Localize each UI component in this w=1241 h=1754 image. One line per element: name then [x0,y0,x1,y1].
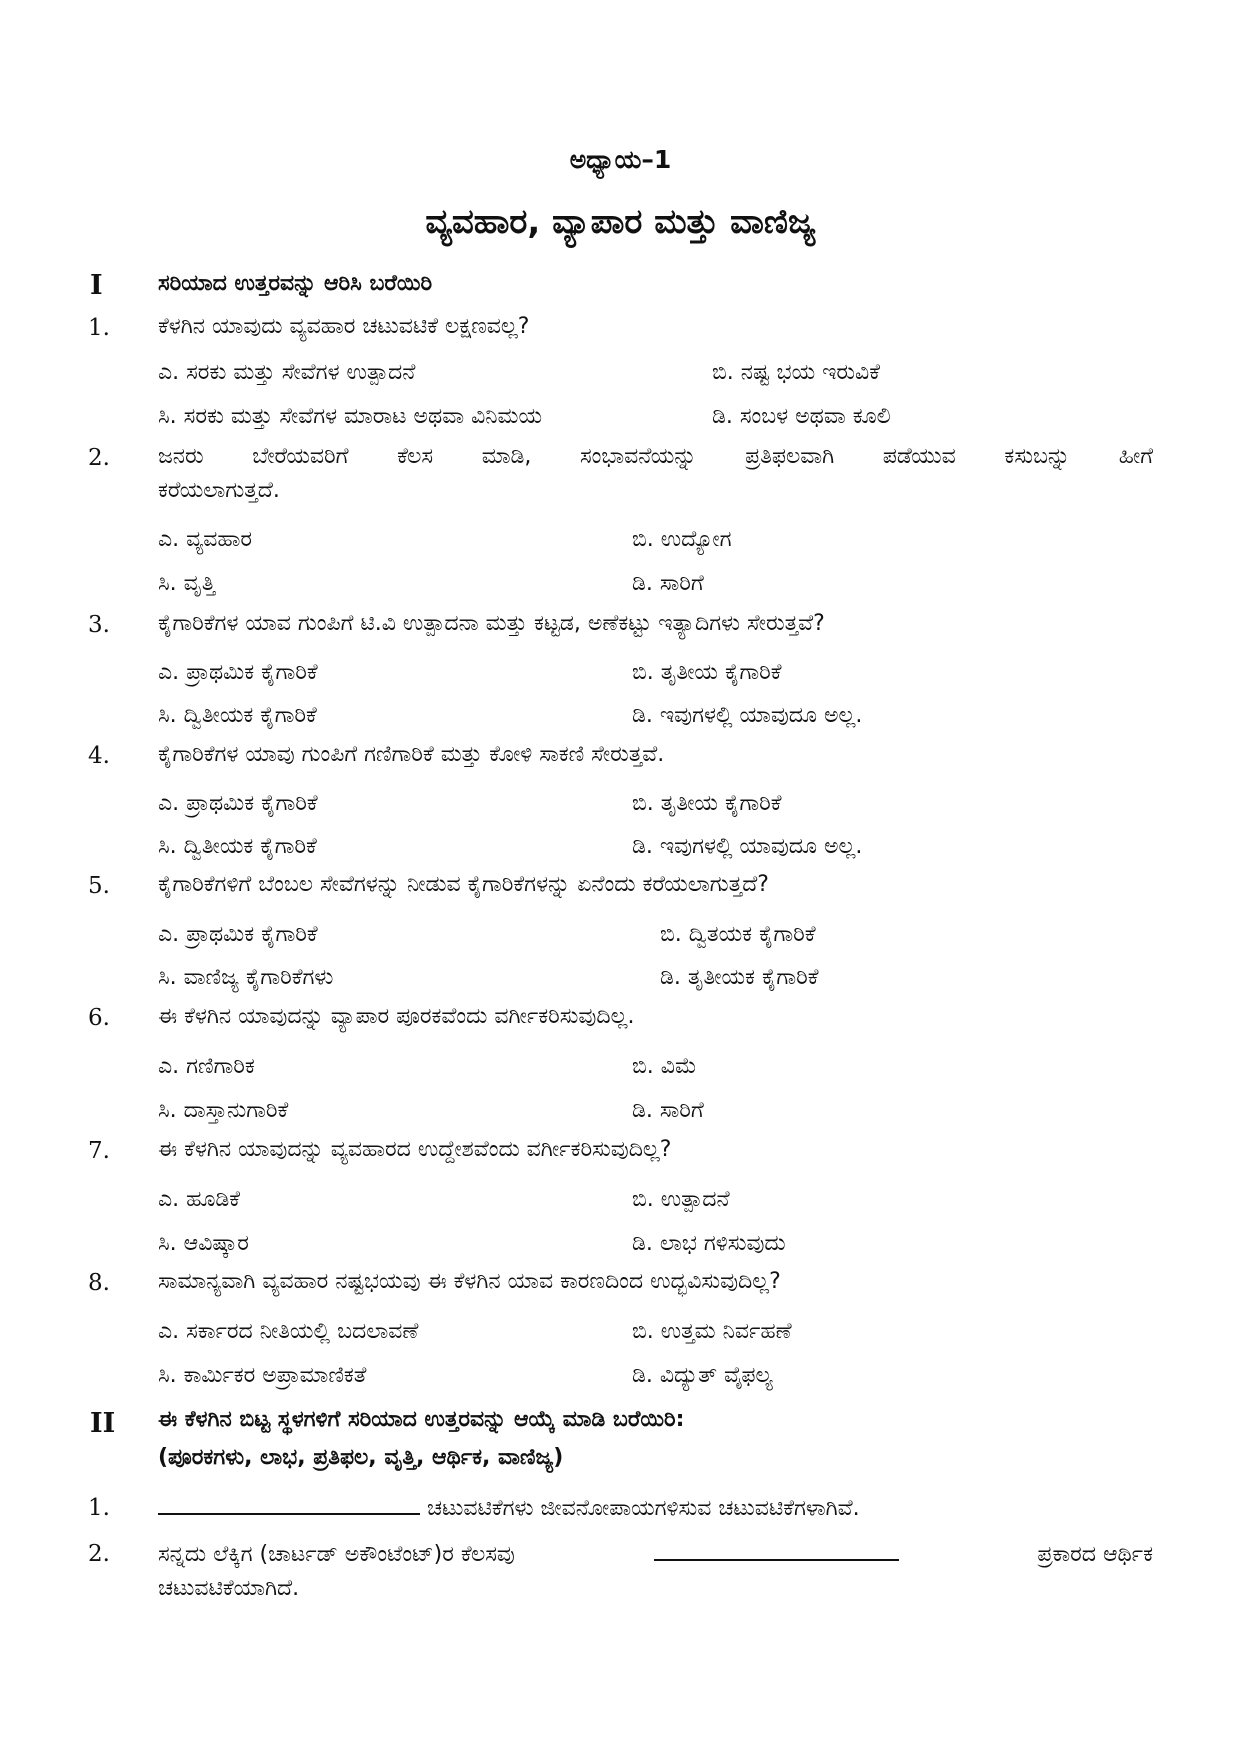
section-heading: ಈ ಕೆಳಗಿನ ಬಿಟ್ಟ ಸ್ಥಳಗಳಿಗೆ ಸರಿಯಾದ ಉತ್ತರವನ್ನು ಆಯ್ಕೆ ಮಾಡಿ ಬರೆಯಿರಿ: [158,1407,685,1432]
question-number: 5. [88,873,110,899]
answer-blank[interactable] [158,1489,420,1515]
question-text: ಕೈಗಾರಿಕೆಗಳಿಗೆ ಬೆಂಬಲ ಸೇವೆಗಳನ್ನು ನೀಡುವ ಕೈಗಾರಿಕೆಗಳನ್ನು ಏನೆಂದು ಕರೆಯಲಾಗುತ್ತದೆ? [158,872,769,897]
option-a: ಎ. ಸರಕು ಮತ್ತು ಸೇವೆಗಳ ಉತ್ಪಾದನೆ [158,360,416,385]
question-number: 1. [88,315,110,341]
option-c: ಸಿ. ಸರಕು ಮತ್ತು ಸೇವೆಗಳ ಮಾರಾಟ ಅಥವಾ ವಿನಿಮಯ [158,404,543,429]
option-d: ಡಿ. ಇವುಗಳಲ್ಲಿ ಯಾವುದೂ ಅಲ್ಲ. [632,834,863,859]
option-c: ಸಿ. ವೃತ್ತಿ [158,571,216,596]
page-title: ವ್ಯವಹಾರ, ವ್ಯಾಪಾರ ಮತ್ತು ವಾಣಿಜ್ಯ [425,202,816,242]
option-a: ಎ. ಪ್ರಾಥಮಿಕ ಕೈಗಾರಿಕೆ [158,660,318,685]
option-a: ಎ. ಸರ್ಕಾರದ ನೀತಿಯಲ್ಲಿ ಬದಲಾವಣೆ [158,1319,419,1344]
section-number: I [90,270,103,301]
question-number: 2. [88,445,110,471]
option-b: ಬಿ. ಉದ್ಯೋಗ [632,527,732,552]
question-number: 8. [88,1270,110,1296]
question-text: ಈ ಕೆಳಗಿನ ಯಾವುದನ್ನು ವ್ಯಾಪಾರ ಪೂರಕವೆಂದು ವರ್ಗೀಕರಿಸುವುದಿಲ್ಲ. [158,1004,635,1029]
option-a: ಎ. ವ್ಯವಹಾರ [158,527,253,552]
section-word-options: (ಪೂರಕಗಳು, ಲಾಭ, ಪ್ರತಿಫಲ, ವೃತ್ತಿ, ಆರ್ಥಿಕ, ವಾಣಿಜ್ಯ) [158,1445,564,1470]
option-a: ಎ. ಪ್ರಾಥಮಿಕ ಕೈಗಾರಿಕೆ [158,791,318,816]
option-c: ಸಿ. ವಾಣಿಜ್ಯ ಕೈಗಾರಿಕೆಗಳು [158,965,334,990]
question-text-before: ಸನ್ನದು ಲೆಕ್ಕಿಗ (ಚಾರ್ಟಡ್ ಅಕೌಂಟೆಂಟ್)ರ ಕೆಲಸವು [158,1542,515,1567]
option-b: ಬಿ. ಉತ್ತಮ ನಿರ್ವಹಣೆ [632,1319,792,1344]
option-b: ಬಿ. ತೃತೀಯ ಕೈಗಾರಿಕೆ [632,660,782,685]
option-c: ಸಿ. ಕಾರ್ಮಿಕರ ಅಪ್ರಾಮಾಣಿಕತೆ [158,1363,367,1388]
section-heading: ಸರಿಯಾದ ಉತ್ತರವನ್ನು ಆರಿಸಿ ಬರೆಯಿರಿ [158,271,433,296]
option-c: ಸಿ. ದಾಸ್ತಾನುಗಾರಿಕೆ [158,1098,289,1123]
option-b: ಬಿ. ದ್ವಿತಯಕ ಕೈಗಾರಿಕೆ [660,922,816,947]
section-number: II [90,1408,116,1439]
option-b: ಬಿ. ವಿಮೆ [632,1054,697,1079]
question-text-after: ಪ್ರಕಾರದ ಆರ್ಥಿಕ [1037,1542,1153,1567]
question-number: 4. [88,743,110,769]
option-a: ಎ. ಪ್ರಾಥಮಿಕ ಕೈಗಾರಿಕೆ [158,922,318,947]
question-number: 2. [88,1541,110,1567]
option-c: ಸಿ. ಆವಿಷ್ಕಾರ [158,1231,249,1256]
option-d: ಡಿ. ಸಾರಿಗೆ [632,1098,704,1123]
option-d: ಡಿ. ಸಾರಿಗೆ [632,571,704,596]
question-text-line-1: ಜನರು ಬೇರೆಯವರಿಗೆ ಕೆಲಸ ಮಾಡಿ, ಸಂಭಾವನೆಯನ್ನು ಪ್ರತಿಫಲವಾಗಿ ಪಡೆಯುವ ಕಸುಬನ್ನು ಹೀಗೆ [158,444,1153,469]
option-b: ಬಿ. ಉತ್ಪಾದನೆ [632,1187,730,1212]
question-text: ಕೆಳಗಿನ ಯಾವುದು ವ್ಯವಹಾರ ಚಟುವಟಿಕೆ ಲಕ್ಷಣವಲ್ಲ? [158,314,530,339]
question-number: 6. [88,1005,110,1031]
answer-blank[interactable] [654,1535,899,1561]
question-text: ಸಾಮಾನ್ಯವಾಗಿ ವ್ಯವಹಾರ ನಷ್ಟಭಯವು ಈ ಕೆಳಗಿನ ಯಾವ ಕಾರಣದಿಂದ ಉದ್ಭವಿಸುವುದಿಲ್ಲ? [158,1269,781,1294]
question-number: 7. [88,1138,110,1164]
option-c: ಸಿ. ದ್ವಿತೀಯಕ ಕೈಗಾರಿಕೆ [158,834,317,859]
question-text: ಕೈಗಾರಿಕೆಗಳ ಯಾವು ಗುಂಪಿಗೆ ಗಣಿಗಾರಿಕೆ ಮತ್ತು ಕೋಳಿ ಸಾಕಣಿ ಸೇರುತ್ತವೆ. [158,742,665,767]
option-d: ಡಿ. ತೃತೀಯಕ ಕೈಗಾರಿಕೆ [660,965,819,990]
option-a: ಎ. ಗಣಿಗಾರಿಕ [158,1054,255,1079]
question-number: 3. [88,612,110,638]
question-text: ಈ ಕೆಳಗಿನ ಯಾವುದನ್ನು ವ್ಯವಹಾರದ ಉದ್ದೇಶವೆಂದು ವರ್ಗೀಕರಿಸುವುದಿಲ್ಲ? [158,1137,672,1162]
option-b: ಬಿ. ನಷ್ಟ ಭಯ ಇರುವಿಕೆ [712,360,881,385]
option-d: ಡಿ. ಸಂಬಳ ಅಥವಾ ಕೂಲಿ [712,404,891,429]
chapter-label: ಅಧ್ಯಾಯ–1 [569,145,672,174]
option-d: ಡಿ. ಇವುಗಳಲ್ಲಿ ಯಾವುದೂ ಅಲ್ಲ. [632,703,863,728]
option-b: ಬಿ. ತೃತೀಯ ಕೈಗಾರಿಕೆ [632,791,782,816]
option-c: ಸಿ. ದ್ವಿತೀಯಕ ಕೈಗಾರಿಕೆ [158,703,317,728]
option-d: ಡಿ. ವಿದ್ಯುತ್ ವೈಫಲ್ಯ [632,1363,773,1388]
question-number: 1. [88,1495,110,1521]
question-text-line-2: ಚಟುವಟಿಕೆಯಾಗಿದೆ. [158,1576,300,1601]
option-a: ಎ. ಹೂಡಿಕೆ [158,1187,241,1212]
option-d: ಡಿ. ಲಾಭ ಗಳಿಸುವುದು [632,1231,786,1256]
question-text: ಚಟುವಟಿಕೆಗಳು ಜೀವನೋಪಾಯಗಳಿಸುವ ಚಟುವಟಿಕೆಗಳಾಗಿವೆ. [427,1496,860,1521]
question-text: ಕೈಗಾರಿಕೆಗಳ ಯಾವ ಗುಂಪಿಗೆ ಟಿ.ವಿ ಉತ್ಪಾದನಾ ಮತ್ತು ಕಟ್ಟಡ, ಅಣೆಕಟ್ಟು ಇತ್ಯಾದಿಗಳು ಸೇರುತ್ತವೆ? [158,611,825,636]
question-text-line-2: ಕರೆಯಲಾಗುತ್ತದೆ. [158,478,280,503]
